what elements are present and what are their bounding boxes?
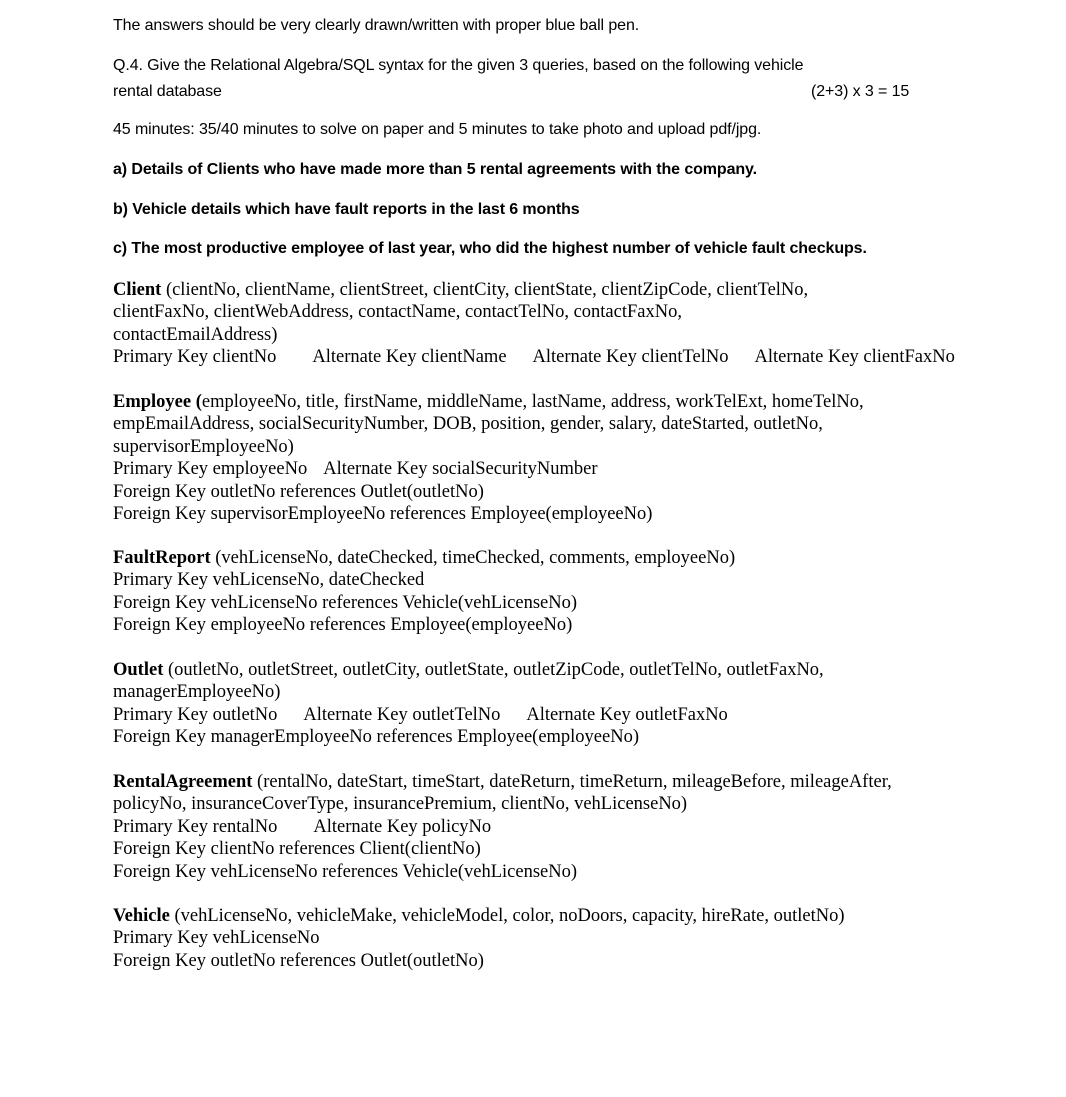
table-name-faultreport: FaultReport (113, 548, 211, 568)
question-line-1: Q.4. Give the Relational Algebra/SQL syntax for the given 3 queries, based on the following vehicle (113, 57, 804, 74)
schema-employee (113, 391, 1013, 525)
faultreport-primary-key: Primary Key vehLicenseNo, dateChecked (113, 570, 425, 591)
client-attrs-2: clientFaxNo, clientWebAddress, contactName, contactTelNo, contactFaxNo, (113, 302, 682, 323)
instructions-text: The answers should be very clearly drawn/written with proper blue ball pen. (113, 17, 640, 34)
outlet-attrs-2: managerEmployeeNo) (113, 682, 281, 703)
client-attrs-1: (clientNo, clientName, clientStreet, clientCity, clientState, clientZipCode, clientTelNo, (161, 280, 809, 300)
faultreport-foreign-key-2: Foreign Key employeeNo references Employee(employeeNo) (113, 615, 573, 636)
query-c: c) The most productive employee of last year, who did the highest number of vehicle fault checkups. (113, 240, 867, 257)
vehicle-foreign-key-1: Foreign Key outletNo references Outlet(outletNo) (113, 950, 484, 971)
rental-foreign-key-1: Foreign Key clientNo references Client(clientNo) (113, 839, 481, 860)
rental-alternate-key: Alternate Key policyNo (313, 816, 492, 837)
outlet-primary-key: Primary Key outletNo (113, 704, 278, 725)
client-alternate-key-3: Alternate Key clientFaxNo (754, 347, 955, 368)
employee-primary-key: Primary Key employeeNo (113, 459, 308, 480)
faultreport-attrs-1: (vehLicenseNo, dateChecked, timeChecked, comments, employeeNo) (210, 548, 736, 568)
schema-outlet (113, 659, 1013, 749)
vehicle-primary-key: Primary Key vehLicenseNo (113, 928, 320, 949)
question-line-2: rental database (113, 83, 222, 100)
rental-foreign-key-2: Foreign Key vehLicenseNo references Vehicle(vehLicenseNo) (113, 861, 578, 882)
employee-foreign-key-1: Foreign Key outletNo references Outlet(outletNo) (113, 481, 484, 502)
schema-rentalagreement (113, 771, 1013, 883)
employee-foreign-key-2: Foreign Key supervisorEmployeeNo references Employee(employeeNo) (113, 503, 653, 524)
rental-primary-key: Primary Key rentalNo (113, 816, 278, 837)
time-note: 45 minutes: 35/40 minutes to solve on paper and 5 minutes to take photo and upload pdf/jpg. (113, 121, 762, 138)
outlet-foreign-key-1: Foreign Key managerEmployeeNo references Employee(employeeNo) (113, 727, 640, 748)
client-primary-key: Primary Key clientNo (113, 347, 277, 368)
query-a: a) Details of Clients who have made more than 5 rental agreements with the company. (113, 161, 758, 178)
marks-text: (2+3) x 3 = 15 (811, 83, 910, 100)
table-name-employee: Employee ( (113, 392, 202, 412)
outlet-alternate-key-2: Alternate Key outletFaxNo (526, 704, 728, 725)
outlet-attrs-1: (outletNo, outletStreet, outletCity, outletState, outletZipCode, outletTelNo, outletFaxNo, (163, 660, 824, 680)
rental-attrs-2: policyNo, insuranceCoverType, insurancePremium, clientNo, vehLicenseNo) (113, 794, 688, 815)
schema-vehicle (113, 905, 1013, 972)
rental-attrs-1: (rentalNo, dateStart, timeStart, dateReturn, timeReturn, mileageBefore, mileageAfter, (252, 772, 892, 792)
client-alternate-key-1: Alternate Key clientName (312, 347, 507, 368)
faultreport-foreign-key-1: Foreign Key vehLicenseNo references Vehicle(vehLicenseNo) (113, 592, 578, 613)
client-attrs-3: contactEmailAddress) (113, 324, 278, 345)
query-b: b) Vehicle details which have fault reports in the last 6 months (113, 201, 580, 218)
client-alternate-key-2: Alternate Key clientTelNo (532, 347, 729, 368)
employee-attrs-3: supervisorEmployeeNo) (113, 436, 294, 457)
table-name-rentalagreement: RentalAgreement (113, 772, 253, 792)
table-name-vehicle: Vehicle (113, 906, 170, 926)
schema-client (113, 279, 1013, 369)
schema-faultreport (113, 547, 1013, 637)
outlet-alternate-key-1: Alternate Key outletTelNo (303, 704, 501, 725)
employee-attrs-1: employeeNo, title, firstName, middleName, lastName, address, workTelExt, homeTelNo, (201, 392, 864, 412)
table-name-outlet: Outlet (113, 660, 164, 680)
vehicle-attrs-1: (vehLicenseNo, vehicleMake, vehicleModel, color, noDoors, capacity, hireRate, outletNo) (169, 906, 845, 926)
employee-attrs-2: empEmailAddress, socialSecurityNumber, DOB, position, gender, salary, dateStarted, outletNo, (113, 414, 823, 435)
table-name-client: Client (113, 280, 162, 300)
employee-alternate-key: Alternate Key socialSecurityNumber (323, 459, 598, 480)
